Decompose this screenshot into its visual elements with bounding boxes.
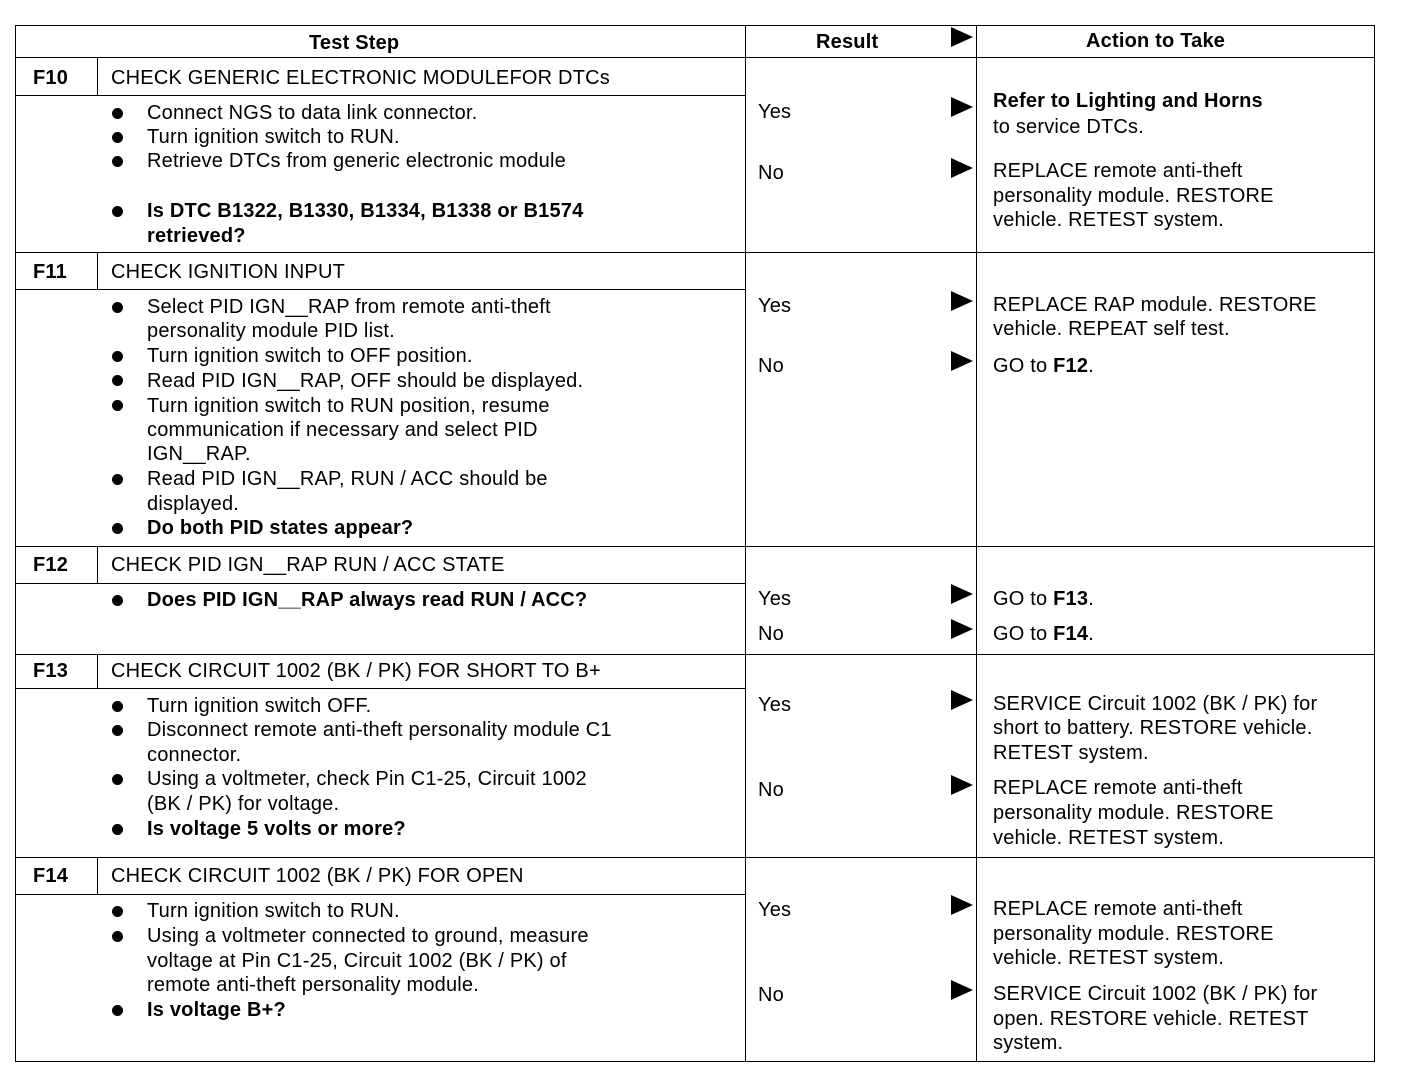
result-arrow-icon <box>951 351 973 371</box>
action-text: vehicle. RETEST system. <box>993 209 1224 231</box>
bullet-text: voltage at Pin C1-25, Circuit 1002 (BK / PK) of <box>147 950 567 972</box>
action-text: RETEST system. <box>993 742 1149 764</box>
action-text: personality module. RESTORE <box>993 923 1274 945</box>
action-suffix: . <box>1088 623 1094 645</box>
result-no: No <box>758 623 784 645</box>
action-text <box>993 587 1094 611</box>
step-title: CHECK CIRCUIT 1002 (BK / PK) FOR OPEN <box>111 865 524 887</box>
action-text: REPLACE remote anti-theft <box>993 898 1243 920</box>
bullet-text: Is DTC B1322, B1330, B1334, B1338 or B1574 <box>147 200 584 222</box>
result-yes: Yes <box>758 588 792 610</box>
bullet-text: remote anti-theft personality module. <box>147 974 480 996</box>
action-text: SERVICE Circuit 1002 (BK / PK) for <box>993 983 1318 1005</box>
action-text: REPLACE remote anti-theft <box>993 160 1243 182</box>
bullet-icon <box>112 701 123 712</box>
action-text: vehicle. REPEAT self test. <box>993 318 1230 340</box>
bullet-text: Turn ignition switch to OFF position. <box>147 345 473 367</box>
bullet-text: Turn ignition switch to RUN. <box>147 126 400 148</box>
header-test-step: Test Step <box>309 32 400 54</box>
bullet-icon <box>112 206 123 217</box>
bullet-text: Turn ignition switch to RUN position, resume <box>147 395 550 417</box>
bullet-text: Connect NGS to data link connector. <box>147 102 478 124</box>
action-text: short to battery. RESTORE vehicle. <box>993 717 1313 739</box>
bullet-icon <box>112 824 123 835</box>
result-arrow-icon <box>951 291 973 311</box>
bullet-text: Turn ignition switch to RUN. <box>147 900 400 922</box>
step-id: F13 <box>33 660 69 682</box>
bullet-text: Select PID IGN__RAP from remote anti-theft <box>147 296 551 318</box>
action-text: vehicle. RETEST system. <box>993 947 1224 969</box>
action-text: Refer to Lighting and Horns <box>993 90 1263 112</box>
action-prefix: GO to <box>993 588 1054 610</box>
action-suffix: . <box>1088 588 1094 610</box>
bullet-text: Using a voltmeter connected to ground, measure <box>147 925 589 947</box>
result-no: No <box>758 779 784 801</box>
action-suffix: . <box>1088 355 1094 377</box>
action-text <box>993 622 1094 646</box>
action-text: vehicle. RETEST system. <box>993 827 1224 849</box>
bullet-icon <box>112 400 123 411</box>
result-arrow-icon <box>951 895 973 915</box>
bullet-text: Using a voltmeter, check Pin C1-25, Circuit 1002 <box>147 768 587 790</box>
result-yes: Yes <box>758 101 792 123</box>
step-id: F11 <box>33 261 67 283</box>
result-yes: Yes <box>758 899 792 921</box>
bullet-icon <box>112 906 123 917</box>
bullet-text: Is voltage B+? <box>147 999 286 1021</box>
action-text: system. <box>993 1032 1064 1054</box>
header-result: Result <box>816 31 879 53</box>
bullet-icon <box>112 1005 123 1016</box>
step-title: CHECK PID IGN__RAP RUN / ACC STATE <box>111 554 505 576</box>
bullet-text: communication if necessary and select PID <box>147 419 538 441</box>
bullet-text: Is voltage 5 volts or more? <box>147 818 406 840</box>
bullet-text: Does PID IGN__RAP always read RUN / ACC? <box>147 589 588 611</box>
step-title: CHECK IGNITION INPUT <box>111 261 346 283</box>
step-id: F14 <box>33 865 69 887</box>
goto-step-link[interactable]: F13 <box>1053 588 1089 610</box>
bullet-icon <box>112 108 123 119</box>
result-arrow-icon <box>951 980 973 1000</box>
action-text: personality module. RESTORE <box>993 185 1274 207</box>
header-action: Action to Take <box>1086 30 1226 52</box>
bullet-text: (BK / PK) for voltage. <box>147 793 340 815</box>
bullet-text: retrieved? <box>147 225 246 247</box>
bullet-icon <box>112 474 123 485</box>
bullet-text: connector. <box>147 744 242 766</box>
result-arrow-icon <box>951 775 973 795</box>
action-prefix: GO to <box>993 623 1054 645</box>
bullet-text: displayed. <box>147 493 240 515</box>
step-id: F10 <box>33 67 69 89</box>
bullet-icon <box>112 931 123 942</box>
result-arrow-icon <box>951 97 973 117</box>
result-yes: Yes <box>758 694 792 716</box>
bullet-text: personality module PID list. <box>147 320 395 342</box>
bullet-icon <box>112 351 123 362</box>
step-title: CHECK GENERIC ELECTRONIC MODULEFOR DTCs <box>111 67 610 89</box>
bullet-icon <box>112 132 123 143</box>
goto-step-link[interactable]: F12 <box>1053 355 1089 377</box>
result-no: No <box>758 984 784 1006</box>
action-text: SERVICE Circuit 1002 (BK / PK) for <box>993 693 1318 715</box>
header-arrow-icon <box>951 27 973 47</box>
action-text: REPLACE remote anti-theft <box>993 777 1243 799</box>
bullet-icon <box>112 156 123 167</box>
bullet-icon <box>112 595 123 606</box>
bullet-text: Turn ignition switch OFF. <box>147 695 372 717</box>
result-no: No <box>758 355 784 377</box>
bullet-text: Read PID IGN__RAP, RUN / ACC should be <box>147 468 548 490</box>
bullet-text: Read PID IGN__RAP, OFF should be displayed. <box>147 370 584 392</box>
bullet-icon <box>112 375 123 386</box>
bullet-icon <box>112 302 123 313</box>
result-arrow-icon <box>951 158 973 178</box>
result-arrow-icon <box>951 584 973 604</box>
result-yes: Yes <box>758 295 792 317</box>
action-text: personality module. RESTORE <box>993 802 1274 824</box>
step-id: F12 <box>33 554 69 576</box>
action-prefix: GO to <box>993 355 1054 377</box>
bullet-text: Retrieve DTCs from generic electronic module <box>147 150 566 172</box>
bullet-icon <box>112 523 123 534</box>
action-text <box>993 354 1094 378</box>
bullet-icon <box>112 774 123 785</box>
action-text: open. RESTORE vehicle. RETEST <box>993 1008 1309 1030</box>
goto-step-link[interactable]: F14 <box>1053 623 1089 645</box>
result-no: No <box>758 162 784 184</box>
step-title: CHECK CIRCUIT 1002 (BK / PK) FOR SHORT TO B+ <box>111 660 601 682</box>
action-text: to service DTCs. <box>993 116 1145 138</box>
bullet-text: Disconnect remote anti-theft personality module C1 <box>147 719 612 741</box>
result-arrow-icon <box>951 619 973 639</box>
bullet-icon <box>112 725 123 736</box>
action-text: REPLACE RAP module. RESTORE <box>993 294 1317 316</box>
result-arrow-icon <box>951 690 973 710</box>
bullet-text: Do both PID states appear? <box>147 517 414 539</box>
bullet-text: IGN__RAP. <box>147 443 251 465</box>
